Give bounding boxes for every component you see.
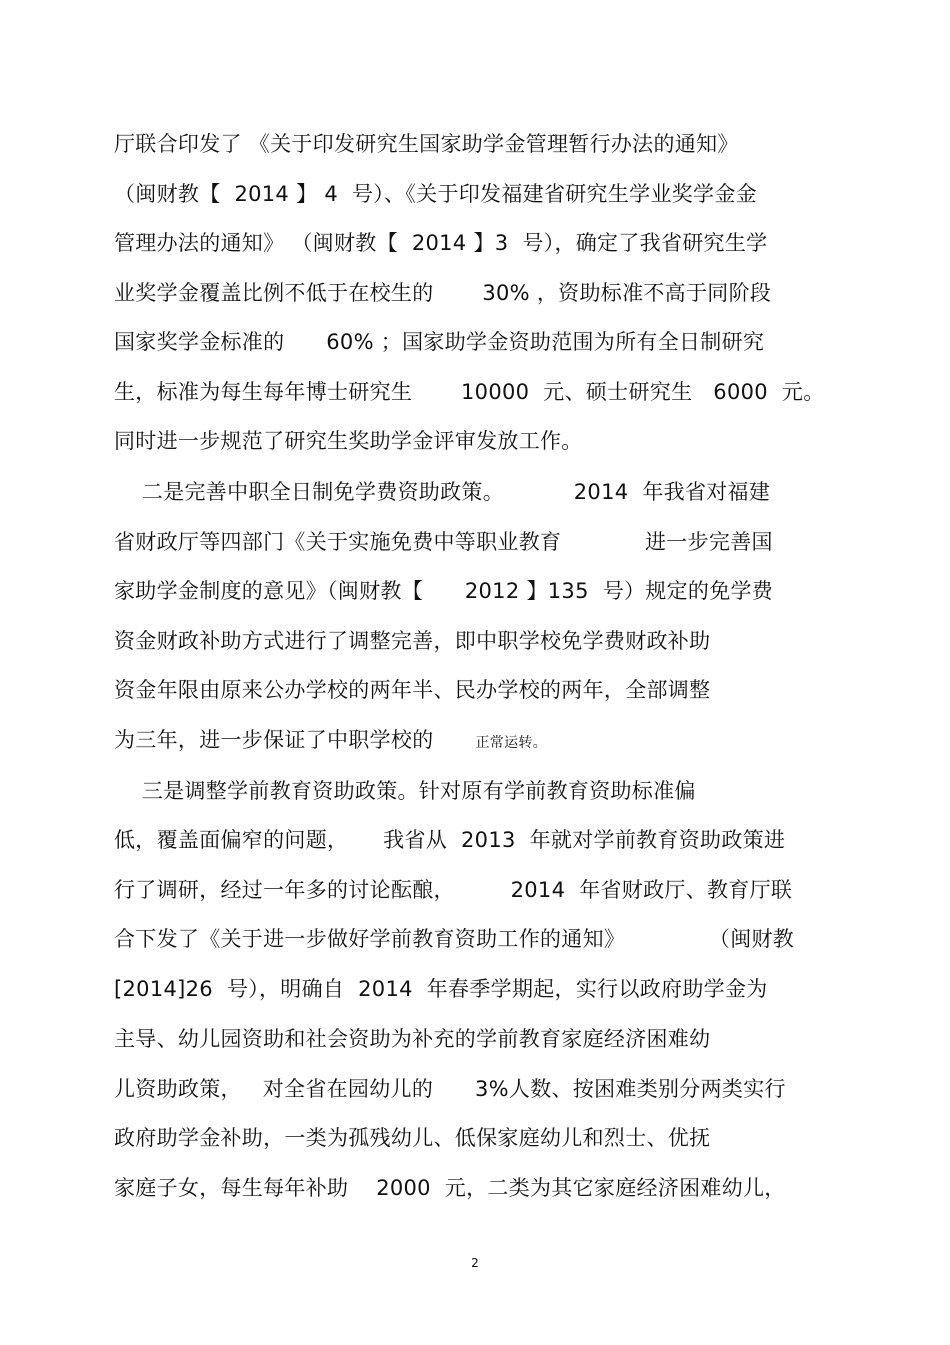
- text-line-18: [2014]26 号），明确自 2014 年春季学期起，实行以政府助学金为: [114, 977, 768, 1001]
- text-line-16: 行了调研，经过一年多的讨论酝酿， 2014 年省财政厅、教育厅联: [114, 878, 793, 902]
- text-line-9: 省财政厅等四部门《关于实施免费中等职业教育 进一步完善国: [114, 530, 773, 554]
- text-line-11: 资金财政补助方式进行了调整完善，即中职学校免学费财政补助: [114, 629, 711, 653]
- text-line-17: 合下发了《关于进一步做好学前教育资助工作的通知》 （闽财教: [114, 927, 795, 951]
- text-line-7: 同时进一步规范了研究生奖助学金评审发放工作。: [114, 429, 583, 453]
- text-line-1: 厅联合印发了 《关于印发研究生国家助学金管理暂行办法的通知》: [114, 132, 739, 156]
- text-line-20: 儿资助政策， 对全省在园幼儿的 3%人数、按困难类别分两类实行: [114, 1077, 786, 1101]
- text-line-15: 低，覆盖面偏窄的问题， 我省从 2013 年就对学前教育资助政策进: [114, 828, 786, 852]
- text-line-6: 生，标准为每生每年博士研究生 10000 元、硕士研究生 6000 元。: [114, 380, 825, 404]
- text-line-13-tail: 正常运转。: [475, 735, 547, 751]
- text-line-22: 家庭子女，每生每年补助 2000 元，二类为其它家庭经济困难幼儿，: [114, 1176, 786, 1200]
- text-line-5: 国家奖学金标准的 60% ；国家助学金资助范围为所有全日制研究: [114, 330, 765, 354]
- text-line-10: 家助学金制度的意见》（闽财教【 2012 】135 号）规定的免学费: [114, 579, 774, 603]
- text-line-21: 政府助学金补助，一类为孤残幼儿、低保家庭幼儿和烈士、优抚: [114, 1126, 711, 1150]
- text-line-8: 二是完善中职全日制免学费资助政策。 2014 年我省对福建: [114, 480, 771, 504]
- text-line-13-main: 为三年，进一步保证了中职学校的: [114, 728, 434, 752]
- text-line-13: [114, 727, 547, 756]
- text-line-12: 资金年限由原来公办学校的两年半、民办学校的两年，全部调整: [114, 678, 711, 702]
- text-line-2: （闽财教【 2014 】 4 号）、《关于印发福建省研究生学业奖学金金: [114, 182, 757, 206]
- text-line-14: 三是调整学前教育资助政策。针对原有学前教育资助标准偏: [114, 779, 696, 803]
- text-line-4: 业奖学金覆盖比例不低于在校生的 30% ，资助标准不高于同阶段: [114, 281, 772, 305]
- text-line-19: 主导、幼儿园资助和社会资助为补充的学前教育家庭经济困难幼: [114, 1027, 711, 1051]
- text-line-3: 管理办法的通知》 （闽财教【 2014 】3 号），确定了我省研究生学: [114, 231, 768, 255]
- page-number: 2: [471, 1256, 479, 1270]
